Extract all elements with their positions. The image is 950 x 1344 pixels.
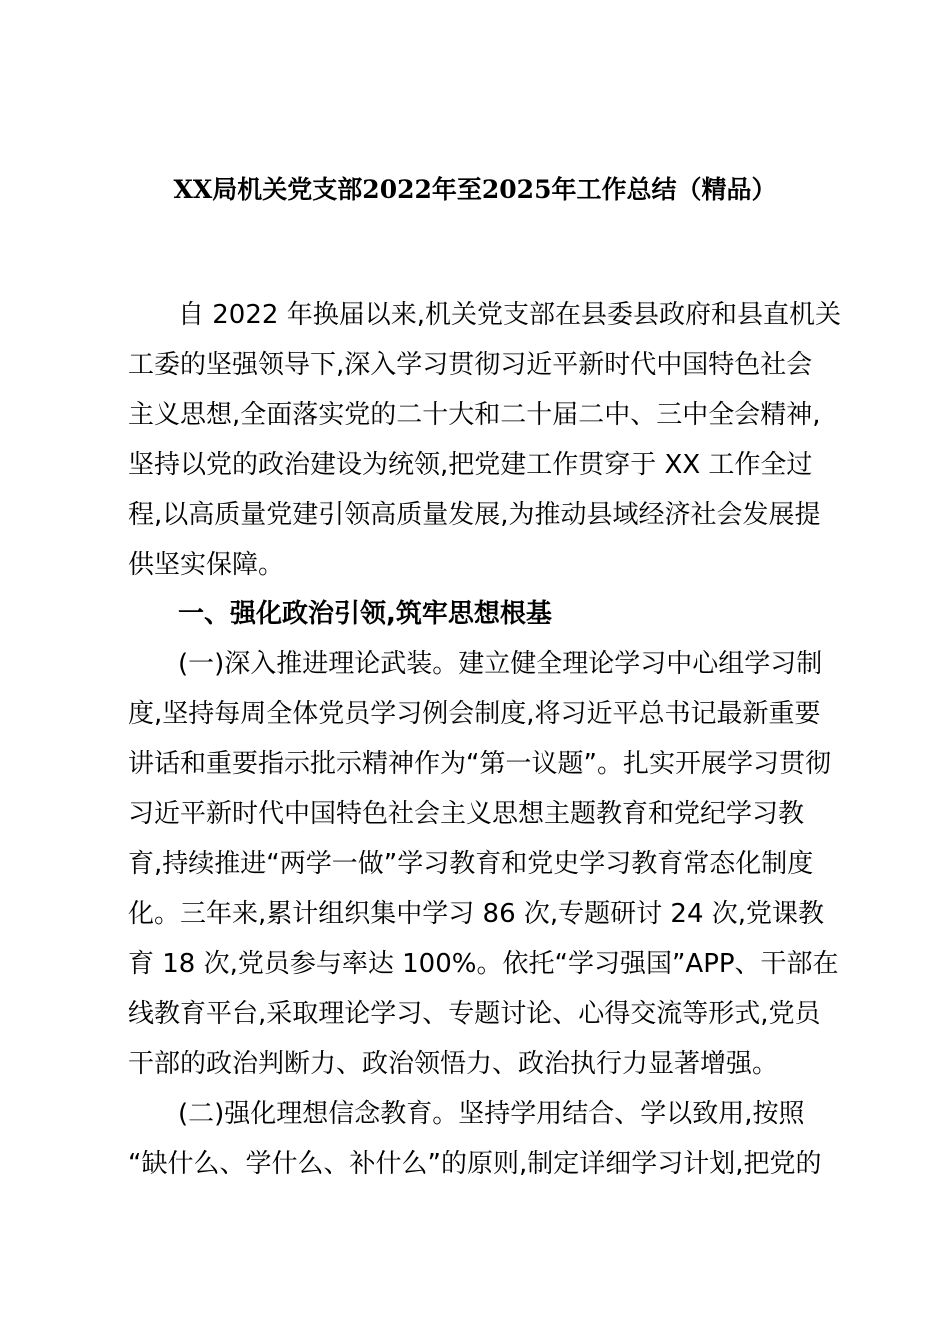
- paragraph-line: 化。三年来,累计组织集中学习 86 次,专题研讨 24 次,党课教: [128, 899, 825, 929]
- paragraph-line: 工委的坚强领导下,深入学习贯彻习近平新时代中国特色社会: [128, 350, 813, 380]
- paragraph-line: 习近平新时代中国特色社会主义思想主题教育和党纪学习教: [128, 799, 805, 829]
- paragraph-line: (二)强化理想信念教育。坚持学用结合、学以致用,按照: [178, 1099, 805, 1129]
- document-title: XX局机关党支部2022年至2025年工作总结（精品）: [173, 175, 777, 204]
- paragraph-line: 干部的政治判断力、政治领悟力、政治执行力显著增强。: [128, 1049, 779, 1079]
- paragraph-line: (一)深入推进理论武装。建立健全理论学习中心组学习制: [178, 649, 823, 679]
- paragraph-line: “缺什么、学什么、补什么”的原则,制定详细学习计划,把党的: [128, 1149, 822, 1179]
- paragraph-line: 自 2022 年换届以来,机关党支部在县委县政府和县直机关: [178, 300, 841, 330]
- paragraph-line: 度,坚持每周全体党员学习例会制度,将习近平总书记最新重要: [128, 699, 821, 729]
- paragraph-line: 程,以高质量党建引领高质量发展,为推动县域经济社会发展提: [128, 500, 821, 530]
- paragraph-line: 供坚实保障。: [128, 550, 285, 580]
- paragraph-line: 坚持以党的政治建设为统领,把党建工作贯穿于 XX 工作全过: [128, 450, 813, 480]
- paragraph-line: 线教育平台,采取理论学习、专题讨论、心得交流等形式,党员: [128, 999, 821, 1029]
- paragraph-line: 讲话和重要指示批示精神作为“第一议题”。扎实开展学习贯彻: [128, 749, 831, 779]
- section-heading: 一、强化政治引领,筑牢思想根基: [178, 599, 552, 629]
- paragraph-line: 育 18 次,党员参与率达 100%。依托“学习强国”APP、干部在: [128, 949, 839, 979]
- paragraph-line: 育,持续推进“两学一做”学习教育和党史学习教育常态化制度: [128, 849, 814, 879]
- paragraph-line: 主义思想,全面落实党的二十大和二十届二中、三中全会精神,: [128, 400, 821, 430]
